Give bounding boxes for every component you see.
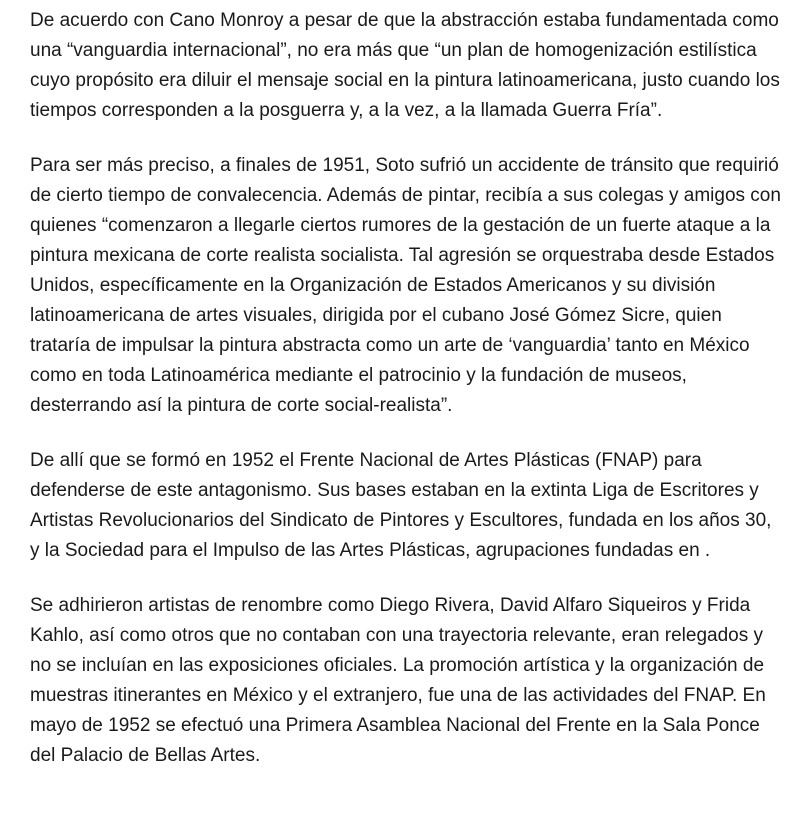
paragraph-soto-1951: Para ser más preciso, a finales de 1951, Soto sufrió un accidente de tránsito que requirió de cierto tiempo de convalecencia. Además de pintar, recibía a sus colegas y amigos con quienes “comenzaron a llegarle ciertos rumores de la gestación de un fuerte ataque a la pintura mexicana de corte realista socialista. Tal agresión se orquestraba desde Estados Unidos, específicamente en la Organización de Estados Americanos y su división latinoamericana de artes visuales, dirigida por el cubano José Gómez Sicre, quien trataría de impulsar la pintura abstracta como un arte de ‘vanguardia’ tanto en México como en toda Latinoamérica mediante el patrocinio y la fundación de museos, desterrando así la pintura de corte social-realista”. xyxy=(30,155,781,416)
paragraph-artistas-renombre: Se adhirieron artistas de renombre como Diego Rivera, David Alfaro Siqueiros y Frida Kahlo, así como otros que no contaban con una trayectoria relevante, eran relegados y no se incluían en las exposiciones oficiales. La promoción artística y la organización de muestras itinerantes en México y el extranjero, fue una de las actividades del FNAP. En mayo de 1952 se efectuó una Primera Asamblea Nacional del Frente en la Sala Ponce del Palacio de Bellas Artes. xyxy=(30,595,766,766)
paragraph-fnap-1952: De allí que se formó en 1952 el Frente Nacional de Artes Plásticas (FNAP) para defenderse de este antagonismo. Sus bases estaban en la extinta Liga de Escritores y Artistas Revolucionarios del Sindicato de Pintores y Escultores, fundada en los años 30, y la Sociedad para el Impulso de las Artes Plásticas, agrupaciones fundadas en . xyxy=(30,450,772,561)
article-body xyxy=(30,6,782,771)
paragraph-cano-monroy: De acuerdo con Cano Monroy a pesar de que la abstracción estaba fundamentada como una “vanguardia internacional”, no era más que “un plan de homogenización estilística cuyo propósito era diluir el mensaje social en la pintura latinoamericana, justo cuando los tiempos corresponden a la posguerra y, a la vez, a la llamada Guerra Fría”. xyxy=(30,10,780,121)
